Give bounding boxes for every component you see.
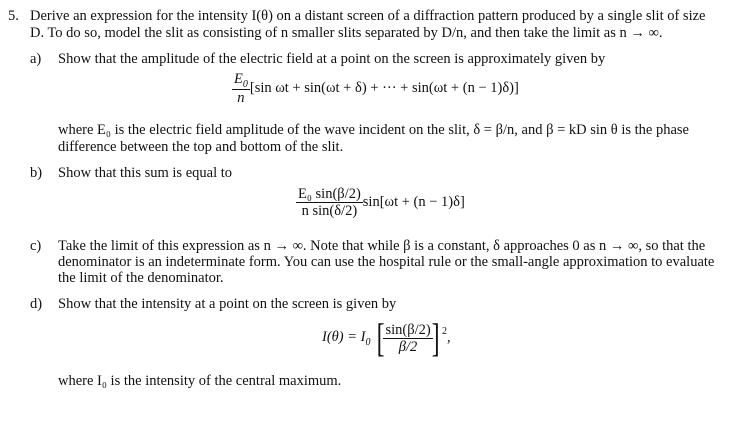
part-a-sum: [sin ωt + sin(ωt + δ) + ··· + sin(ωt + (n − 1)δ)] <box>249 79 519 96</box>
part-b-label: b) <box>30 165 43 181</box>
part-d-label: d) <box>30 296 43 312</box>
part-d-exponent: 2 <box>442 326 448 338</box>
part-d-fraction: $\frac{\sin(\beta/2)}{\beta/2}$ <box>385 321 431 355</box>
part-a-label: a) <box>30 51 42 67</box>
part-d-comma: , <box>447 329 451 346</box>
part-c-line2: denominator is an indeterminate form. You can use the hospital rule or the small-angle approximation to evaluate <box>58 254 715 270</box>
part-d-where: where I₀ is the intensity of the central maximum. <box>58 373 342 389</box>
part-b-rest: sin[ωt + (n − 1)δ] <box>362 193 465 210</box>
part-d-equation <box>322 315 451 360</box>
part-b-equation <box>296 186 465 219</box>
part-d-lhs: $I(\theta) = I_0$ <box>322 329 371 348</box>
problem-intro-line1: Derive an expression for the intensity I(θ) on a distant screen of a diffraction pattern produced by a single slit of size <box>30 8 706 24</box>
problem-number: 5. <box>8 8 19 24</box>
part-c-line1: Take the limit of this expression as n → ∞. Note that while β is a constant, δ approaches 0 as n → ∞, so that the <box>58 238 706 254</box>
right-bracket-icon: ] <box>431 315 440 360</box>
part-c-label: c) <box>30 238 42 254</box>
part-a-where-line1: where E₀ is the electric field amplitude of the wave incident on the slit, δ = β/n, and β = kD sin θ is the phase <box>58 122 689 138</box>
part-b-text: Show that this sum is equal to <box>58 165 232 181</box>
part-b-fraction: $\frac{\text{E₀ sin(β/2)}}{\text{n sin(δ/2)}}$ <box>298 186 361 219</box>
part-a-where-line2: difference between the top and bottom of the slit. <box>58 139 344 155</box>
left-bracket-icon: [ <box>376 315 385 360</box>
part-a-text: Show that the amplitude of the electric field at a point on the screen is approximately given by <box>58 51 606 67</box>
part-a-fraction: $\frac{E_0}{n}$ <box>234 71 248 106</box>
part-a-equation <box>232 71 519 106</box>
part-c-line3: the limit of the denominator. <box>58 270 224 286</box>
problem-intro-line2: D. To do so, model the slit as consisting of n smaller slits separated by D/n, and then take the limit as n → ∞. <box>30 25 663 41</box>
part-d-text: Show that the intensity at a point on the screen is given by <box>58 296 397 312</box>
